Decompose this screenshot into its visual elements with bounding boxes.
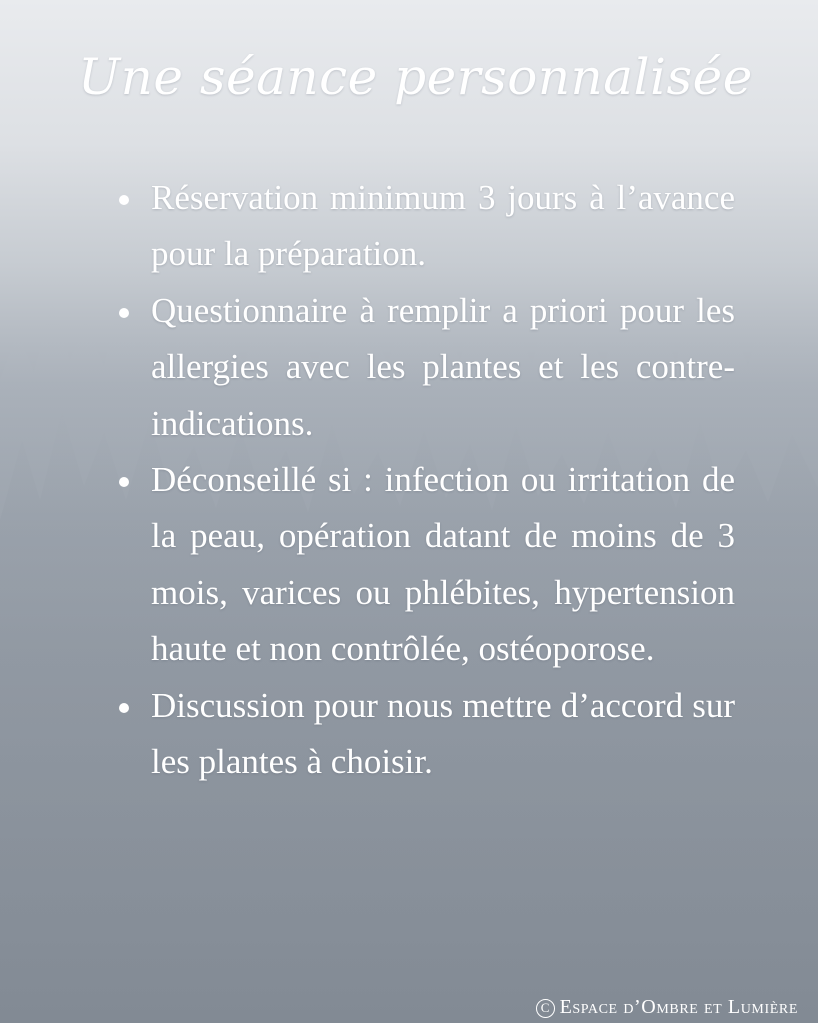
list-item-text: Déconseillé si : infection ou irritation de la peau, opération datant de moins de 3 mois, varices ou phlébites, hypertension haute et non contrôlée, ostéoporose. — [151, 460, 735, 669]
bullet-icon — [119, 703, 129, 713]
list-item — [112, 170, 735, 283]
copyright-footer — [536, 995, 798, 1019]
list-item — [112, 283, 735, 452]
copyright-icon: C — [536, 999, 555, 1018]
list-item — [112, 452, 735, 678]
list-item — [112, 678, 735, 791]
bullet-icon — [119, 195, 129, 205]
page-title: Une séance personnalisée — [78, 48, 753, 106]
list-item-text: Discussion pour nous mettre d’accord sur les plantes à choisir. — [151, 685, 735, 782]
bullet-icon — [119, 477, 129, 487]
list-item-text: Réservation minimum 3 jours à l’avance pour la préparation. — [151, 178, 735, 274]
list-item-text: Questionnaire à remplir a priori pour les allergies avec les plantes et les contre-indications. — [151, 290, 735, 443]
info-list — [112, 170, 735, 790]
bullet-icon — [119, 308, 129, 318]
copyright-text: Espace d’Ombre et Lumière — [559, 996, 798, 1018]
